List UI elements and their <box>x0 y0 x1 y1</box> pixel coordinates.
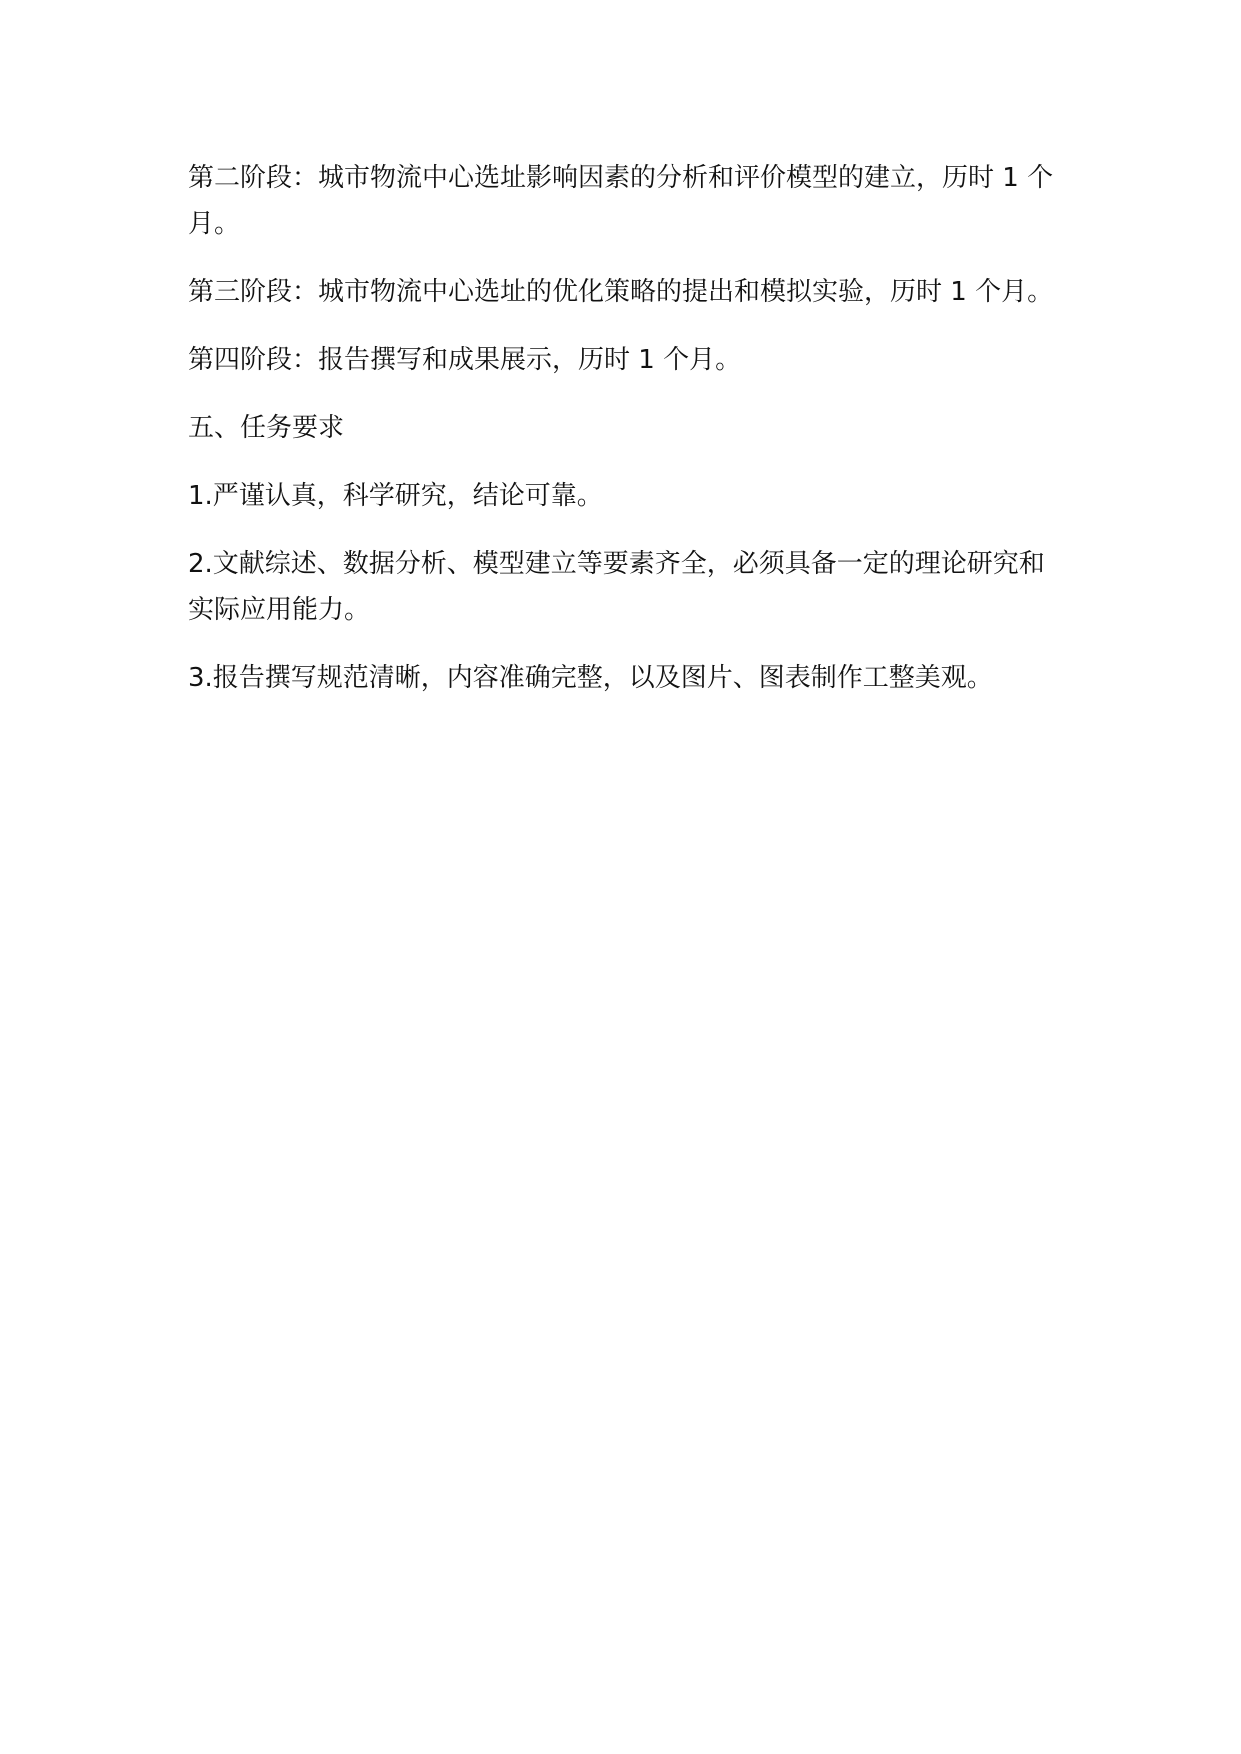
phase-4-paragraph: 第四阶段：报告撰写和成果展示，历时 1 个月。 <box>188 345 742 375</box>
section-heading-task-requirements: 五、任务要求 <box>188 413 345 443</box>
requirement-item-2: 2.文献综述、数据分析、模型建立等要素齐全，必须具备一定的理论研究和实际应用能力。 <box>188 549 1045 625</box>
phase-3-paragraph: 第三阶段：城市物流中心选址的优化策略的提出和模拟实验，历时 1 个月。 <box>188 277 1054 307</box>
phase-2-paragraph: 第二阶段：城市物流中心选址影响因素的分析和评价模型的建立，历时 1 个月。 <box>188 163 1054 239</box>
requirement-item-3: 3.报告撰写规范清晰，内容准确完整，以及图片、图表制作工整美观。 <box>188 663 993 693</box>
requirement-item-1: 1.严谨认真，科学研究，结论可靠。 <box>188 481 603 511</box>
document-body <box>188 155 1063 723</box>
